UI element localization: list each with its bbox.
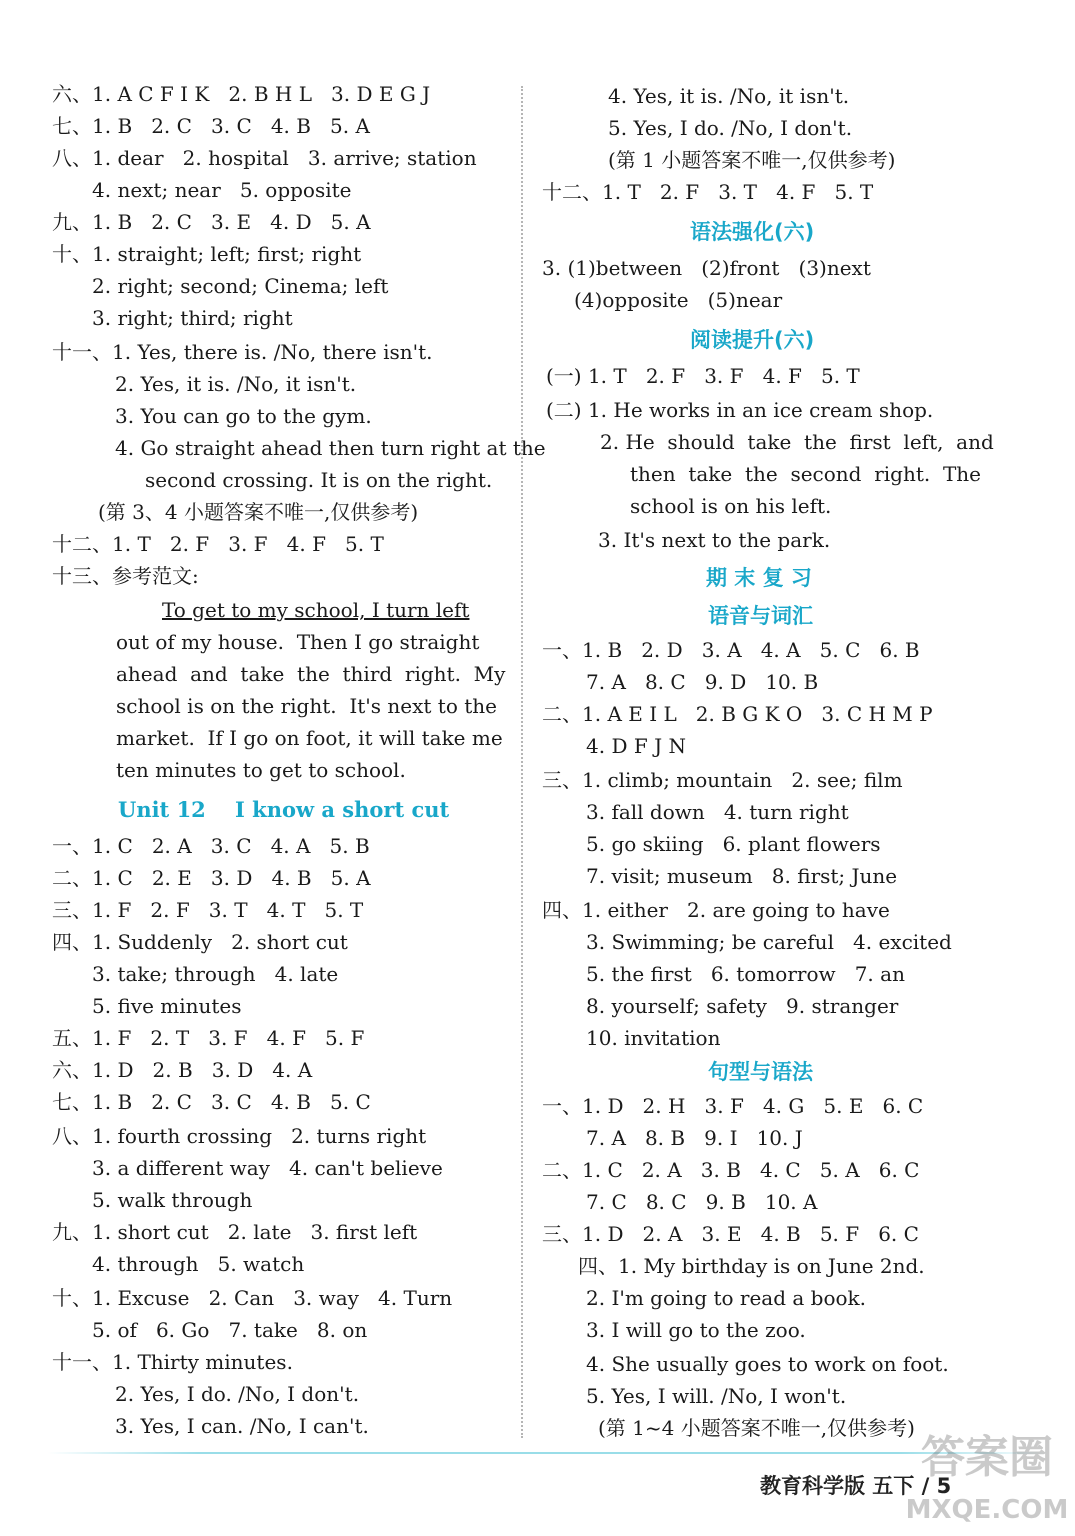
answer-line: To get to my school, I turn left — [162, 598, 470, 622]
answer-line: 5. the first 6. tomorrow 7. an — [586, 962, 905, 986]
answer-line: 3. right; third; right — [92, 306, 293, 330]
answer-line: 8. yourself; safety 9. stranger — [586, 994, 899, 1018]
answer-line: (第 1~4 小题答案不唯一,仅供参考) — [598, 1416, 915, 1440]
answer-line: 五、1. F 2. T 3. F 4. F 5. F — [52, 1026, 365, 1050]
section-heading: Unit 12 I know a short cut — [118, 797, 450, 822]
answer-line: 5. of 6. Go 7. take 8. on — [92, 1318, 368, 1342]
answer-line: then take the second right. The — [630, 462, 981, 486]
answer-line: 3. a different way 4. can't believe — [92, 1156, 443, 1180]
answer-line: 7. visit; museum 8. first; June — [586, 864, 898, 888]
answer-line: 十二、1. T 2. F 3. F 4. F 5. T — [52, 532, 384, 556]
answer-line: (二) 1. He works in an ice cream shop. — [546, 398, 934, 422]
section-heading: 期 末 复 习 — [706, 566, 812, 590]
answer-line: market. If I go on foot, it will take me — [116, 726, 503, 750]
answer-line: 十一、1. Yes, there is. /No, there isn't. — [52, 340, 433, 364]
answer-line: 4. D F J N — [586, 734, 686, 758]
answer-line: 3. Yes, I can. /No, I can't. — [115, 1414, 369, 1438]
answer-line: 2. Yes, it is. /No, it isn't. — [115, 372, 357, 396]
answer-line: 三、1. F 2. F 3. T 4. T 5. T — [52, 898, 364, 922]
answer-line: 十二、1. T 2. F 3. T 4. F 5. T — [542, 180, 874, 204]
answer-line: 2. right; second; Cinema; left — [92, 274, 389, 298]
answer-line: 5. Yes, I do. /No, I don't. — [608, 116, 853, 140]
answer-line: 四、1. My birthday is on June 2nd. — [578, 1254, 925, 1278]
answer-line: ahead and take the third right. My — [116, 662, 506, 686]
answer-line: 4. Yes, it is. /No, it isn't. — [608, 84, 850, 108]
answer-line: 三、1. D 2. A 3. E 4. B 5. F 6. C — [542, 1222, 919, 1246]
section-heading: 语音与词汇 — [708, 604, 813, 628]
answer-line: 4. She usually goes to work on foot. — [586, 1352, 949, 1376]
answer-line: 4. through 5. watch — [92, 1252, 305, 1276]
answer-line: 七、1. B 2. C 3. C 4. B 5. A — [52, 114, 370, 138]
answer-line: 5. five minutes — [92, 994, 242, 1018]
answer-line: 十、1. Excuse 2. Can 3. way 4. Turn — [52, 1286, 453, 1310]
answer-line: 3. You can go to the gym. — [115, 404, 372, 428]
page-footer: 教育科学版 五下 / 5 — [760, 1474, 952, 1498]
answer-line: (第 3、4 小题答案不唯一,仅供参考) — [98, 500, 419, 524]
answer-line: 八、1. fourth crossing 2. turns right — [52, 1124, 427, 1148]
watermark-url: MXQE.COM — [905, 1495, 1069, 1525]
footer-rule — [48, 1452, 1048, 1454]
answer-line: 六、1. A C F I K 2. B H L 3. D E G J — [52, 82, 431, 106]
answer-line: 10. invitation — [586, 1026, 721, 1050]
answer-line: 3. It's next to the park. — [598, 528, 831, 552]
answer-line: 十三、参考范文: — [52, 564, 199, 588]
answer-line: 3. Swimming; be careful 4. excited — [586, 930, 952, 954]
answer-line: 一、1. C 2. A 3. C 4. A 5. B — [52, 834, 370, 858]
answer-line: out of my house. Then I go straight — [116, 630, 480, 654]
section-heading: 语法强化(六) — [690, 220, 815, 244]
answer-line: 5. go skiing 6. plant flowers — [586, 832, 881, 856]
answer-line: 四、1. Suddenly 2. short cut — [52, 930, 348, 954]
answer-line: school is on the right. It's next to the — [116, 694, 497, 718]
answer-line: 2. I'm going to read a book. — [586, 1286, 866, 1310]
answer-line: 三、1. climb; mountain 2. see; film — [542, 768, 903, 792]
answer-line: 5. Yes, I will. /No, I won't. — [586, 1384, 847, 1408]
answer-line: 7. A 8. B 9. I 10. J — [586, 1126, 803, 1150]
answer-line: 4. next; near 5. opposite — [92, 178, 352, 202]
answer-line: 3. I will go to the zoo. — [586, 1318, 806, 1342]
answer-line: 六、1. D 2. B 3. D 4. A — [52, 1058, 313, 1082]
answer-line: 一、1. B 2. D 3. A 4. A 5. C 6. B — [542, 638, 920, 662]
answer-line: 十、1. straight; left; first; right — [52, 242, 362, 266]
section-heading: 句型与语法 — [708, 1060, 813, 1084]
answer-line: 七、1. B 2. C 3. C 4. B 5. C — [52, 1090, 371, 1114]
answer-line: 十一、1. Thirty minutes. — [52, 1350, 293, 1374]
answer-line: 一、1. D 2. H 3. F 4. G 5. E 6. C — [542, 1094, 924, 1118]
answer-line: 九、1. short cut 2. late 3. first left — [52, 1220, 418, 1244]
answer-line: 九、1. B 2. C 3. E 4. D 5. A — [52, 210, 371, 234]
answer-line: 四、1. either 2. are going to have — [542, 898, 890, 922]
answer-line: ten minutes to get to school. — [116, 758, 406, 782]
section-heading: 阅读提升(六) — [690, 328, 815, 352]
answer-line: 二、1. A E I L 2. B G K O 3. C H M P — [542, 702, 933, 726]
answer-line: (第 1 小题答案不唯一,仅供参考) — [608, 148, 896, 172]
column-divider — [521, 86, 523, 1438]
answer-line: 3. take; through 4. late — [92, 962, 339, 986]
answer-line: (4)opposite (5)near — [574, 288, 783, 312]
answer-line: 3. fall down 4. turn right — [586, 800, 849, 824]
answer-line: second crossing. It is on the right. — [145, 468, 493, 492]
answer-line: 二、1. C 2. E 3. D 4. B 5. A — [52, 866, 371, 890]
watermark-text: 答案圈 — [921, 1432, 1053, 1483]
answer-line: 5. walk through — [92, 1188, 253, 1212]
answer-line: 4. Go straight ahead then turn right at the — [115, 436, 546, 460]
answer-line: 2. Yes, I do. /No, I don't. — [115, 1382, 360, 1406]
answer-line: school is on his left. — [630, 494, 832, 518]
answer-line: 八、1. dear 2. hospital 3. arrive; station — [52, 146, 477, 170]
answer-line: 7. A 8. C 9. D 10. B — [586, 670, 819, 694]
answer-line: 二、1. C 2. A 3. B 4. C 5. A 6. C — [542, 1158, 920, 1182]
answer-line: 3. (1)between (2)front (3)next — [542, 256, 871, 280]
answer-line: 2. He should take the first left, and — [600, 430, 994, 454]
answer-line: 7. C 8. C 9. B 10. A — [586, 1190, 818, 1214]
answer-line: (一) 1. T 2. F 3. F 4. F 5. T — [546, 364, 860, 388]
